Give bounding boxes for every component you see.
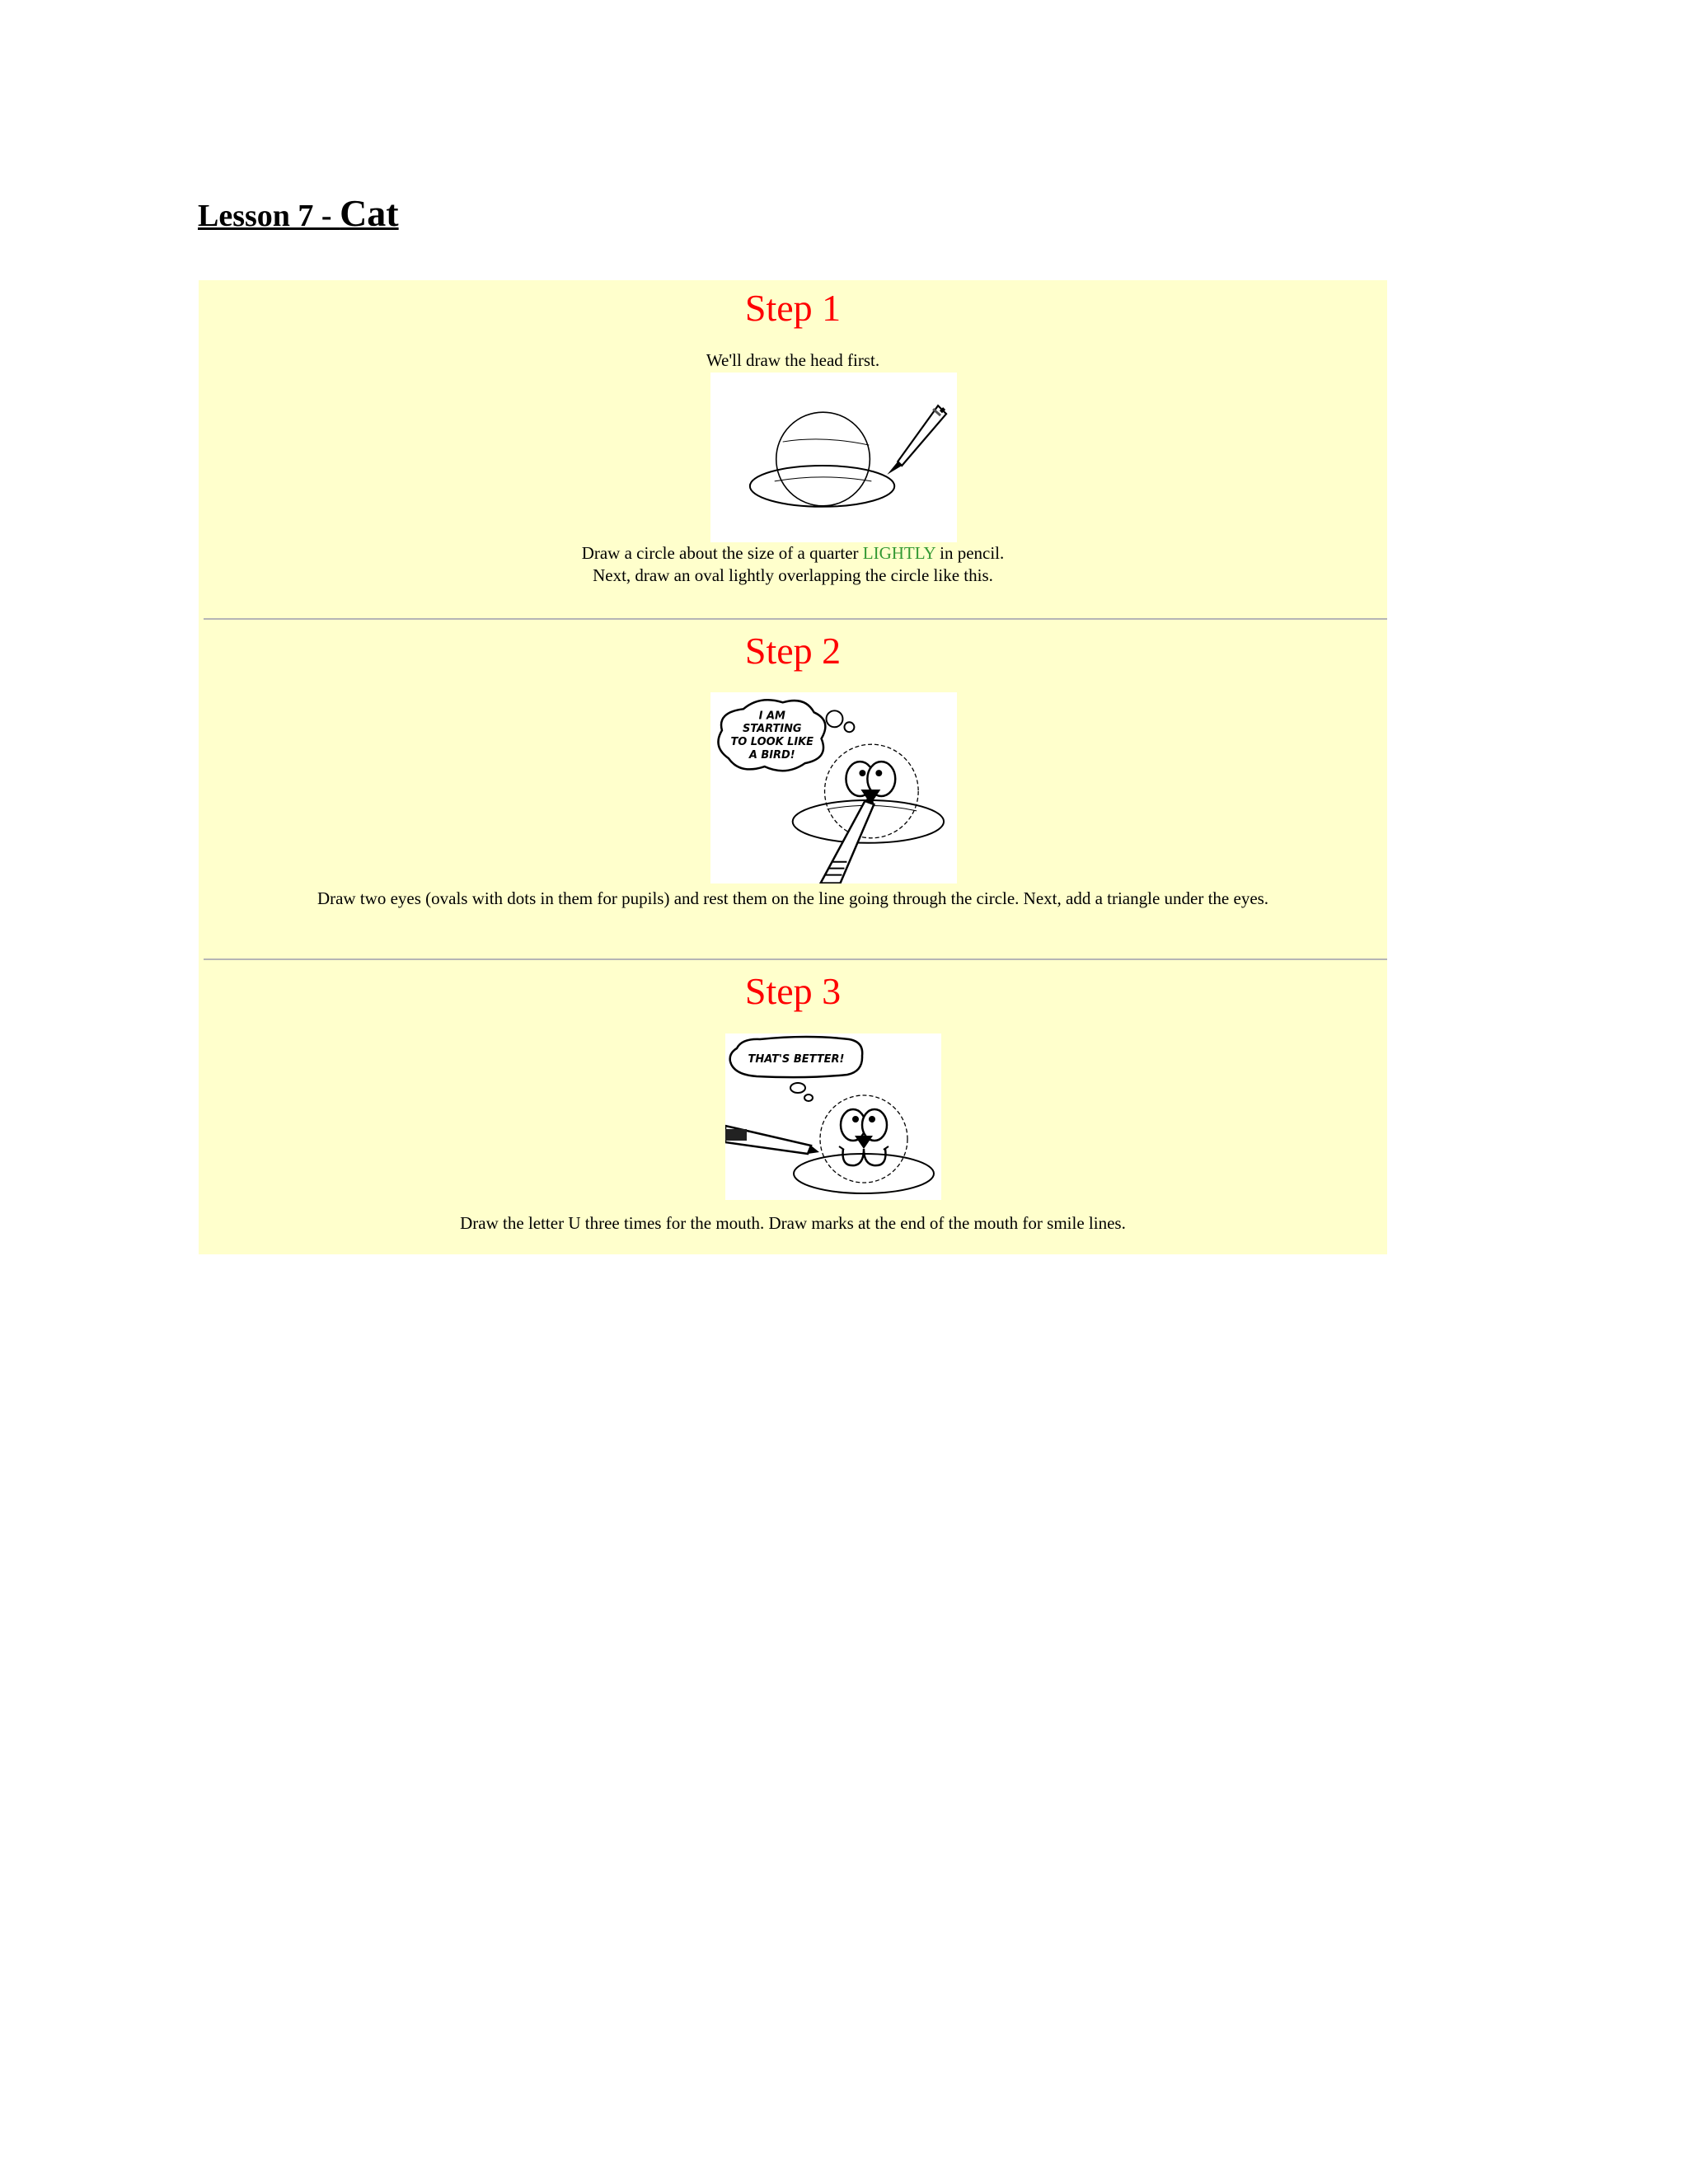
step-1-instruction-line-2: Next, draw an oval lightly overlapping the circle like this. bbox=[593, 565, 993, 585]
bubble-line-3: TO LOOK LIKE bbox=[730, 736, 814, 749]
step-1-drawing bbox=[710, 373, 957, 542]
lesson-steps-panel bbox=[199, 280, 1387, 1254]
step-3 bbox=[199, 961, 1387, 1254]
step-3-instruction: Draw the letter U three times for the mouth. Draw marks at the end of the mouth for smile lines. bbox=[460, 1213, 1126, 1233]
step-1-text-after: in pencil. bbox=[935, 543, 1005, 563]
step-1-heading: Step 1 bbox=[744, 287, 842, 329]
title-animal: Cat bbox=[340, 192, 399, 234]
step-3-illustration bbox=[725, 1033, 941, 1200]
step-2-instruction: Draw two eyes (ovals with dots in them for pupils) and rest them on the line going through the circle. Next, add a triangle under the eyes. bbox=[316, 888, 1269, 908]
thought-bubble bbox=[730, 1037, 863, 1101]
step-3-heading: Step 3 bbox=[744, 970, 842, 1012]
step-1-text-before: Draw a circle about the size of a quarter bbox=[581, 543, 863, 563]
step-1-illustration bbox=[710, 373, 957, 542]
step-2-illustration bbox=[710, 692, 957, 883]
step-divider bbox=[204, 958, 1387, 960]
cat-face bbox=[839, 1109, 889, 1165]
pencil-icon bbox=[725, 1126, 819, 1154]
bubble-line-2: STARTING bbox=[742, 723, 802, 736]
pencil-icon bbox=[887, 405, 946, 475]
step-2-drawing bbox=[710, 692, 957, 883]
step-2 bbox=[199, 621, 1387, 958]
step-3-drawing bbox=[725, 1033, 941, 1200]
bubble-line-1: I AM bbox=[758, 710, 785, 723]
step-1-intro: We'll draw the head first. bbox=[706, 350, 880, 370]
bubble-line-4: A BIRD! bbox=[748, 749, 795, 762]
step-1 bbox=[199, 280, 1387, 612]
step-1-instruction-line-1 bbox=[199, 542, 1387, 565]
lightly-highlight: LIGHTLY bbox=[862, 543, 935, 563]
bubble-text: THAT'S BETTER! bbox=[748, 1053, 845, 1066]
step-divider bbox=[204, 618, 1387, 620]
title-lesson-number: Lesson 7 - bbox=[198, 199, 340, 233]
step-2-heading: Step 2 bbox=[744, 630, 842, 672]
page-title bbox=[198, 194, 399, 232]
